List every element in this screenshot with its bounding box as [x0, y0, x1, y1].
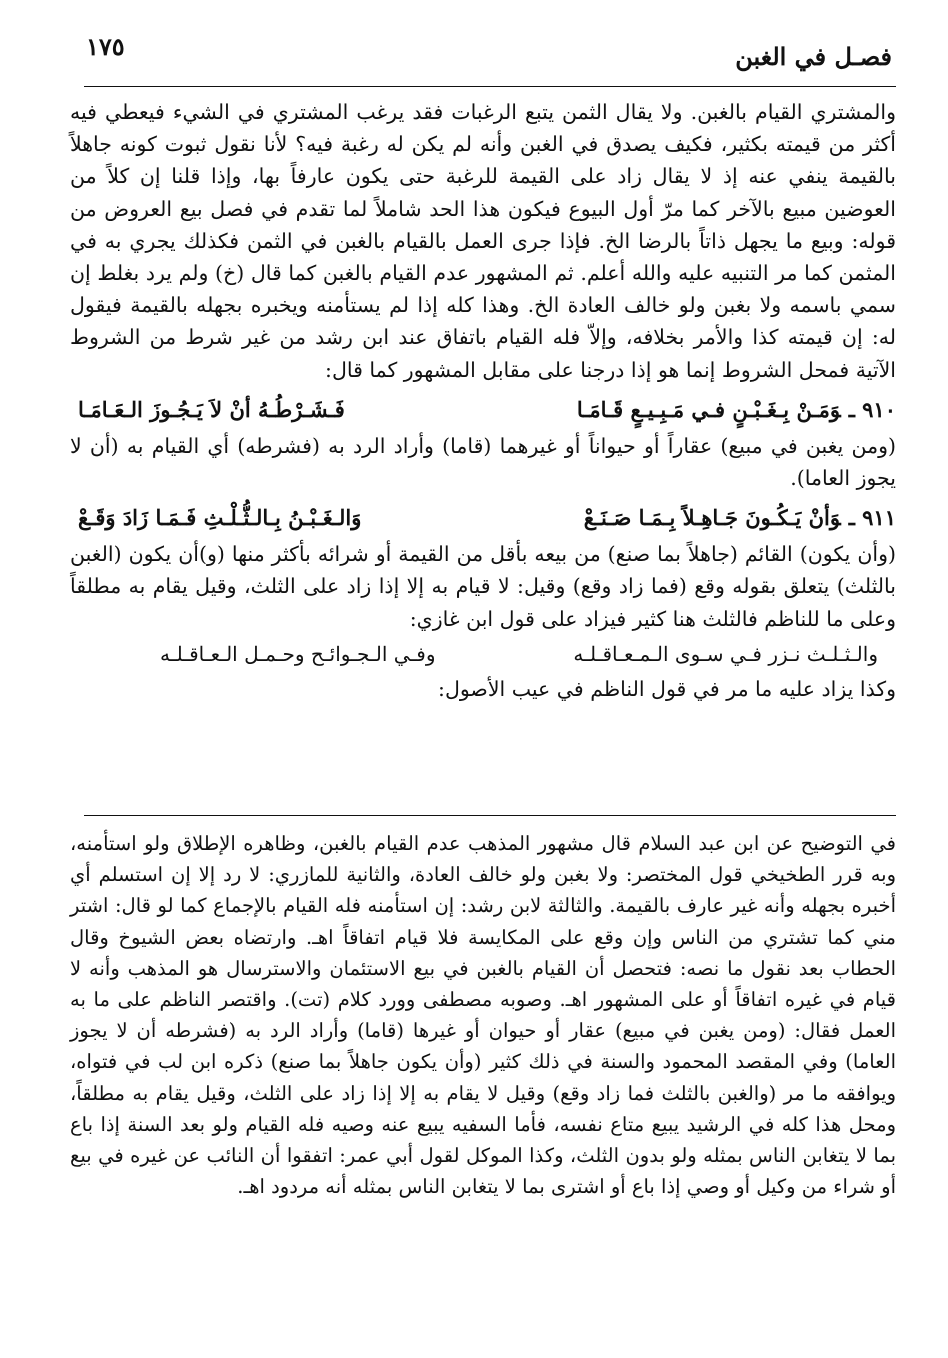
- quoted-verse-second-half: وفـي الـجـوائـح وحـمـل الـعـاقـلـه: [160, 641, 436, 666]
- verse-911-first-text: وَأنْ يَـكُـونَ جَـاهِـلاً بِـمَـا صَـنَـعْ: [583, 505, 841, 531]
- page-header: [84, 28, 896, 87]
- quoted-verse-first-half: والـثـلـث نـزر فـي سـوى الـمـعـاقـلـه: [573, 641, 878, 666]
- verse-910-second-half: فَـشَـرْطُـهُ أنْ لاَ يَـجُـوزَ الـعَـامَـا: [78, 396, 345, 422]
- footnote-divider: [84, 815, 896, 816]
- verse-910: [70, 390, 896, 430]
- verse-910-first-half: [577, 390, 896, 430]
- verse-911-number: ٩١١ ـ: [848, 505, 896, 531]
- running-title: فصـل في الغبن: [735, 42, 892, 71]
- commentary-911: (وأن يكون) القائم (جاهلاً بما صنع) من بيعه بأقل من القيمة أو شرائه بأكثر منها (و)أن يكون (الغبن بالثلث) يتعلق بقوله وقع (فما زاد وقع) وقيل: لا قيام به إلا إذا زاد على الثلث، وقيل يقام به مطلقاً وعلى ما للناظم فالثلث هنا كثير فيزاد على قول ابن غازي:: [70, 542, 896, 631]
- paragraph-commentary: والمشتري القيام بالغبن. ولا يقال الثمن يتبع الرغبات فقد يرغب المشتري في الشيء فيعطي فيه أكثر من قيمته بكثير، فكيف يصدق في الغبن وأنه لم يكن له رغبة فيه؟ لأنا نقول ثبوت كونه جاهلاً بالقيمة ينفي عنه إذ لا يقال زاد على القيمة للرغبة حتى يكون عارفاً بها، وإذا قلنا إن كلاً من العوضين مبيع بالآخر كما مرّ أول البيوع فيكون هذا الحد شاملاً لما تقدم في فصل بيع العروض من قوله: وبيع ما يجهل ذاتاً بالرضا الخ. فإذا جرى العمل بالقيام بالغبن في الثمن فكذلك يجري به في المثمن كما مر التنبيه عليه والله أعلم. ثم المشهور عدم القيام بالغبن كما قال (خ) ولم يرد بغلط إن سمي باسمه ولا بغبن ولو خالف العادة الخ. وهذا كله إذا لم يستأمنه ويخبره بجهله بالقيمة فيقول له: إن قيمته كذا والأمر بخلافه، وإلاّ فله القيام باتفاق عند ابن رشد من غير شرط من الشروط الآتية فمحل الشروط إنما هو إذا درجنا على مقابل المشهور كما قال:: [70, 100, 896, 382]
- verse-911-first-half: [584, 498, 896, 538]
- verse-910-first-text: وَمَـنْ بِـغَـبْـنٍ فـي مَـبِـيـعٍ قَـامَـا: [576, 396, 841, 422]
- main-text: [70, 96, 896, 705]
- verse-910-number: ٩١٠ ـ: [848, 396, 896, 422]
- verse-911-second-half: وَالـغَـبْـنُ بِـالـثُّـلْـثِ فَـمَـا زَادَ وَقَـعْ: [78, 505, 362, 531]
- commentary-910: (ومن يغبن في مبيع) عقاراً أو حيواناً أو غيرهما (قاما) وأراد الرد به (فشرطه) أي القيام به (أن لا يجوز العاما).: [70, 433, 896, 491]
- verse-911: [70, 498, 896, 538]
- page-number: ١٧٥: [86, 32, 125, 61]
- footnote-text: في التوضيح عن ابن عبد السلام قال مشهور المذهب عدم القيام بالغبن، وظاهره الإطلاق ولو استأمنه، وبه قرر الطخيخي قول المختصر: ولا بغبن ولو خالف العادة، والثانية للمازري: لا رد إلا إن استسلم أي أخبره بجهله وأنه غير عارف بالقيمة. والثالثة لابن رشد: إن استأمنه فله القيام بالإجماع كما لو قال: اشتر مني كما تشتري من الناس وإن وقع على المكايسة فلا قيام اتفاقاً اهـ. وارتضاه بعض الشيوخ وقال الحطاب بعد نقول ما نصه: فتحصل أن القيام بالغبن في بيع الاستئمان والاسترسال هو المذهب وأنه لا قيام في غيره اتفاقاً أو على المشهور اهـ. وصوبه مصطفى وورد كلام (تت). واقتصر الناظم على ما به العمل فقال: (ومن يغبن في مبيع) عقار أو حيوان أو غيرها (قاما) وأراد الرد به (فشرطه أن لا يجوز العاما) وفي المقصد المحمود والسنة في ذلك كثير (وأن يكون جاهلاً بما صنع) ذكره ابن لب في فتواه، ويوافقه ما مر (والغبن بالثلث فما زاد وقع) وقيل لا يقام به إلا إذا زاد على الثلث، وقيل يقام به مطلقاً، ومحل هذا كله في الرشيد يبيع متاع نفسه، فأما السفيه يبيع عنه وصيه فله القيام ولو بعد السنة إذا باع بما لا يتغابن الناس بمثله ولو بدون الثلث، وكذا الموكل لقول أبي عمر: اتفقوا أن النائب عن غيره في بيع أو شراء من وكيل أو وصي إذا باع أو اشترى بما لا يتغابن الناس بمثله أنه مردود اهـ.: [70, 832, 896, 1199]
- after-quote-line: وكذا يزاد عليه ما مر في قول الناظم في عيب الأصول:: [438, 676, 896, 701]
- footnote: [70, 828, 896, 1202]
- quoted-verse: [70, 635, 896, 673]
